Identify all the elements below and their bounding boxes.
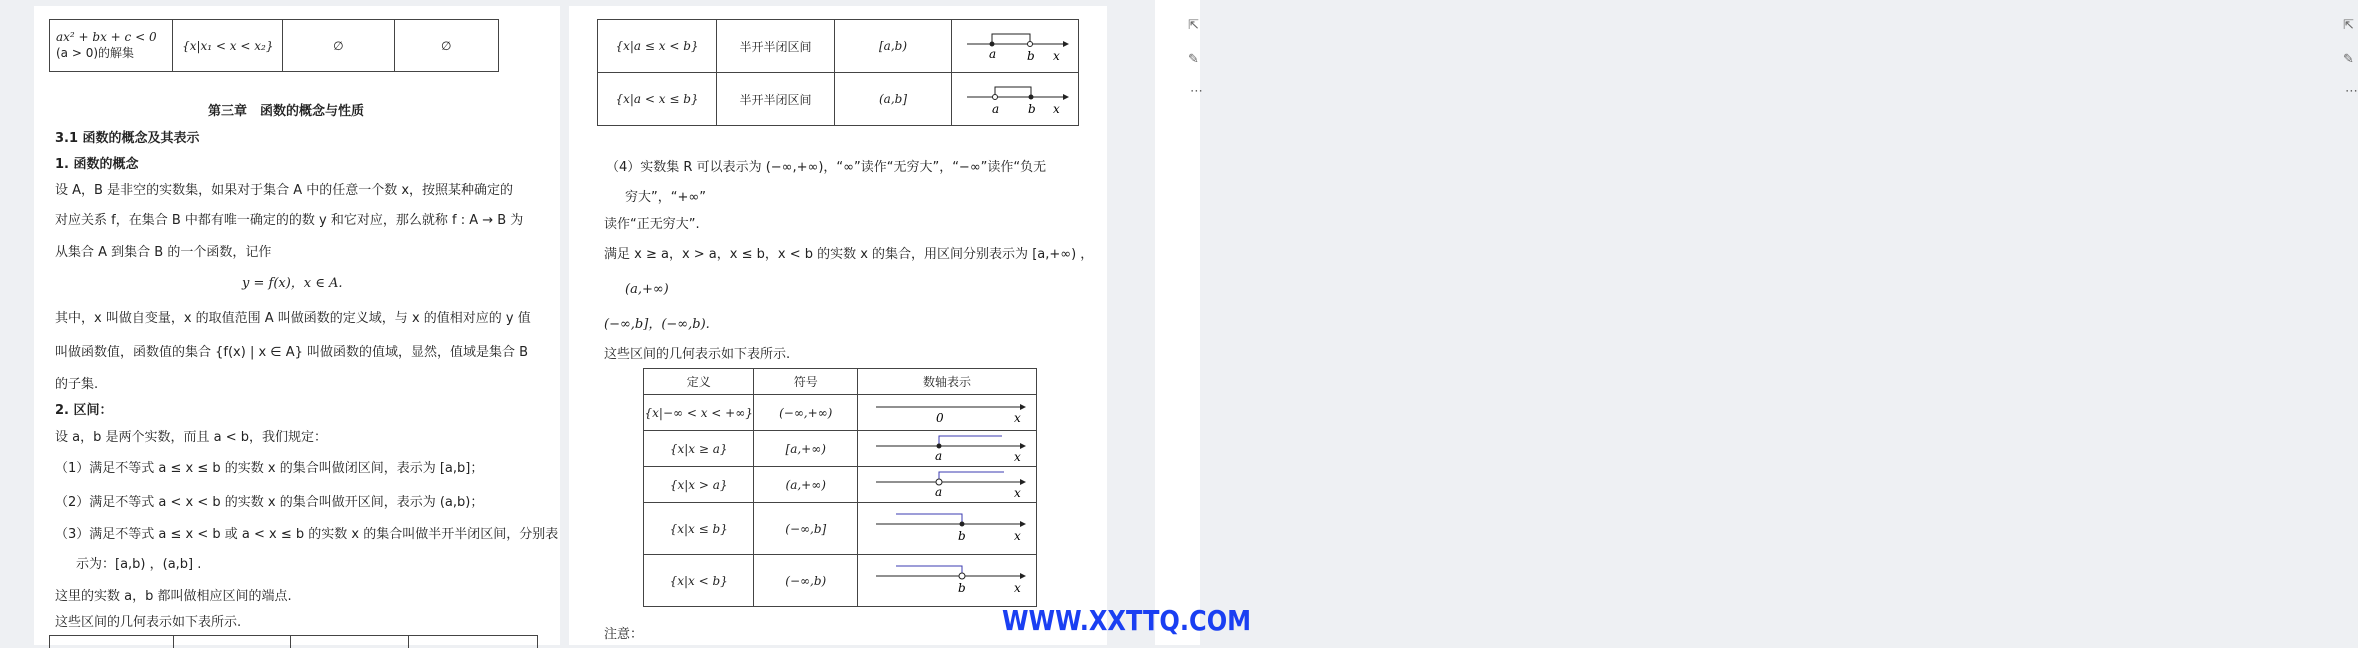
paragraph-line: (a,+∞): [625, 282, 669, 297]
symbol-cell: (a,+∞): [754, 467, 858, 503]
number-line: [862, 467, 1032, 499]
symbol-cell: (−∞,+∞): [754, 395, 858, 431]
set-cell: {x|a ≤ x < b}: [598, 20, 717, 73]
number-line: [955, 22, 1075, 68]
ineq-text: ax² + bx + c < 0: [56, 30, 157, 44]
axis-cell: [858, 467, 1037, 503]
paragraph-line: 穷大”，“+∞”: [625, 190, 706, 205]
paragraph-line: 的子集.: [55, 377, 99, 392]
table-top-edge: [49, 635, 538, 648]
paragraph-line: 其中，x 叫做自变量，x 的取值范围 A 叫做函数的定义域，与 x 的值相对应的 y 值: [55, 311, 531, 326]
solution-cell: {x|x₁ < x < x₂}: [173, 20, 283, 72]
edit-icon[interactable]: ✎: [2343, 52, 2354, 67]
definition-cell: {x|x ≤ b}: [644, 503, 754, 555]
symbol-cell: [a,+∞): [754, 431, 858, 467]
axis-cell: [858, 555, 1037, 607]
section-title: 3.1 函数的概念及其表示: [55, 131, 200, 146]
export-icon[interactable]: ⇱: [2343, 18, 2354, 33]
edit-icon[interactable]: ✎: [1188, 52, 1199, 67]
open-endpoint: [1028, 41, 1033, 46]
paragraph-line: (−∞,b]，(−∞,b).: [604, 317, 710, 332]
definition-cell: {x|−∞ < x < +∞}: [644, 395, 754, 431]
paragraph-line: 设 A，B 是非空的实数集，如果对于集合 A 中的任意一个数 x，按照某种确定的: [55, 183, 514, 198]
paragraph-line: 从集合 A 到集合 B 的一个函数，记作: [55, 245, 272, 260]
open-endpoint: [959, 573, 965, 579]
label-x: x: [1014, 581, 1021, 595]
list-item: （1）满足不等式 a ≤ x ≤ b 的实数 x 的集合叫做闭区间，表示为 [a,b]；: [55, 461, 484, 476]
name-cell: 半开半闭区间: [717, 20, 835, 73]
label-x: x: [1014, 529, 1021, 543]
paragraph-line: 对应关系 f，在集合 B 中都有唯一确定的的数 y 和它对应，那么就称 f : A → B 为: [55, 213, 524, 228]
note-label: 注意：: [604, 627, 644, 642]
closed-endpoint: [990, 41, 995, 46]
function-formula: y = f(x)，x ∈ A.: [242, 276, 343, 291]
page-gap: [569, 0, 1107, 6]
paragraph-line: 满足 x ≥ a，x > a，x ≤ b，x < b 的实数 x 的集合，用区间分别表示为 [a,+∞) ，: [604, 247, 1094, 262]
label-b: b: [958, 529, 966, 543]
paragraph-line: 这些区间的几何表示如下表所示.: [604, 347, 791, 362]
label-a: a: [935, 449, 943, 463]
paragraph-line: 设 a，b 是两个实数，而且 a < b，我们规定：: [55, 430, 327, 445]
label-a: a: [989, 46, 997, 61]
number-line: [862, 504, 1032, 550]
label-b: b: [1027, 48, 1035, 63]
label-a: a: [992, 101, 1000, 116]
number-line: [862, 395, 1032, 427]
label-x: x: [1014, 486, 1021, 500]
closed-endpoint: [937, 444, 942, 449]
symbol-cell: (−∞,b): [754, 555, 858, 607]
open-endpoint: [993, 94, 998, 99]
definition-cell: {x|x < b}: [644, 555, 754, 607]
set-cell: {x|a < x ≤ b}: [598, 73, 717, 126]
definition-cell: {x|x ≥ a}: [644, 431, 754, 467]
paragraph-line: （4）实数集 R 可以表示为 (−∞,+∞)，“∞”读作“无穷大”，“−∞”读作“负无: [606, 160, 1047, 175]
symbol-cell: (−∞,b]: [754, 503, 858, 555]
more-icon[interactable]: ⋯: [1190, 84, 1203, 99]
header-axis: 数轴表示: [858, 369, 1037, 395]
label-b: b: [1028, 101, 1036, 116]
axis-cell: [952, 73, 1079, 126]
label-b: b: [958, 581, 966, 595]
number-line: [862, 556, 1032, 602]
list-item: （3）满足不等式 a ≤ x < b 或 a < x ≤ b 的实数 x 的集合叫做半开半闭区间，分别表: [55, 527, 559, 542]
definition-cell: {x|x > a}: [644, 467, 754, 503]
paragraph-line: 读作“正无穷大”.: [604, 217, 700, 232]
more-icon[interactable]: ⋯: [2345, 84, 2358, 99]
symbol-cell: [a,b): [835, 20, 952, 73]
axis-cell: [858, 503, 1037, 555]
left-page: [34, 0, 560, 645]
label-a: a: [935, 485, 943, 499]
header-definition: 定义: [644, 369, 754, 395]
paragraph-line: 这些区间的几何表示如下表所示.: [55, 615, 242, 630]
paragraph-line: 这里的实数 a，b 都叫做相应区间的端点.: [55, 589, 292, 604]
top-table-right: [597, 19, 1079, 126]
header-symbol: 符号: [754, 369, 858, 395]
number-line: [862, 431, 1032, 463]
axis-cell: [858, 395, 1037, 431]
paragraph-line: 叫做函数值，函数值的集合 {f(x) | x ∈ A} 叫做函数的值域，显然，值域是集合 B: [55, 345, 529, 360]
right-page: [569, 0, 1107, 645]
top-table-left: [49, 19, 499, 72]
number-line: [955, 75, 1075, 121]
list-item: 示为：[a,b) ，(a,b] .: [76, 557, 202, 572]
name-cell: 半开半闭区间: [717, 73, 835, 126]
subsection-2: 2. 区间：: [55, 403, 113, 418]
axis-cell: [858, 431, 1037, 467]
chapter-title: 第三章 函数的概念与性质: [208, 104, 365, 119]
label-x: x: [1014, 411, 1021, 425]
label-zero: 0: [936, 411, 944, 425]
watermark-text: WWW.XXTTQ.COM: [1002, 604, 1252, 637]
ineq-cond: (a > 0)的解集: [56, 46, 135, 60]
subsection-1: 1. 函数的概念: [55, 157, 139, 172]
label-x: x: [1053, 101, 1060, 116]
export-icon[interactable]: ⇱: [1188, 18, 1199, 33]
empty-set-2: ∅: [394, 20, 499, 72]
interval-table: [643, 368, 1037, 607]
list-item: （2）满足不等式 a < x < b 的实数 x 的集合叫做开区间，表示为 (a,b)；: [55, 495, 484, 510]
page-gap: [34, 0, 560, 6]
label-x: x: [1053, 48, 1060, 63]
symbol-cell: (a,b]: [835, 73, 952, 126]
empty-set-1: ∅: [283, 20, 394, 72]
closed-endpoint: [960, 522, 965, 527]
closed-endpoint: [1029, 94, 1034, 99]
axis-cell: [952, 20, 1079, 73]
label-x: x: [1014, 450, 1021, 464]
